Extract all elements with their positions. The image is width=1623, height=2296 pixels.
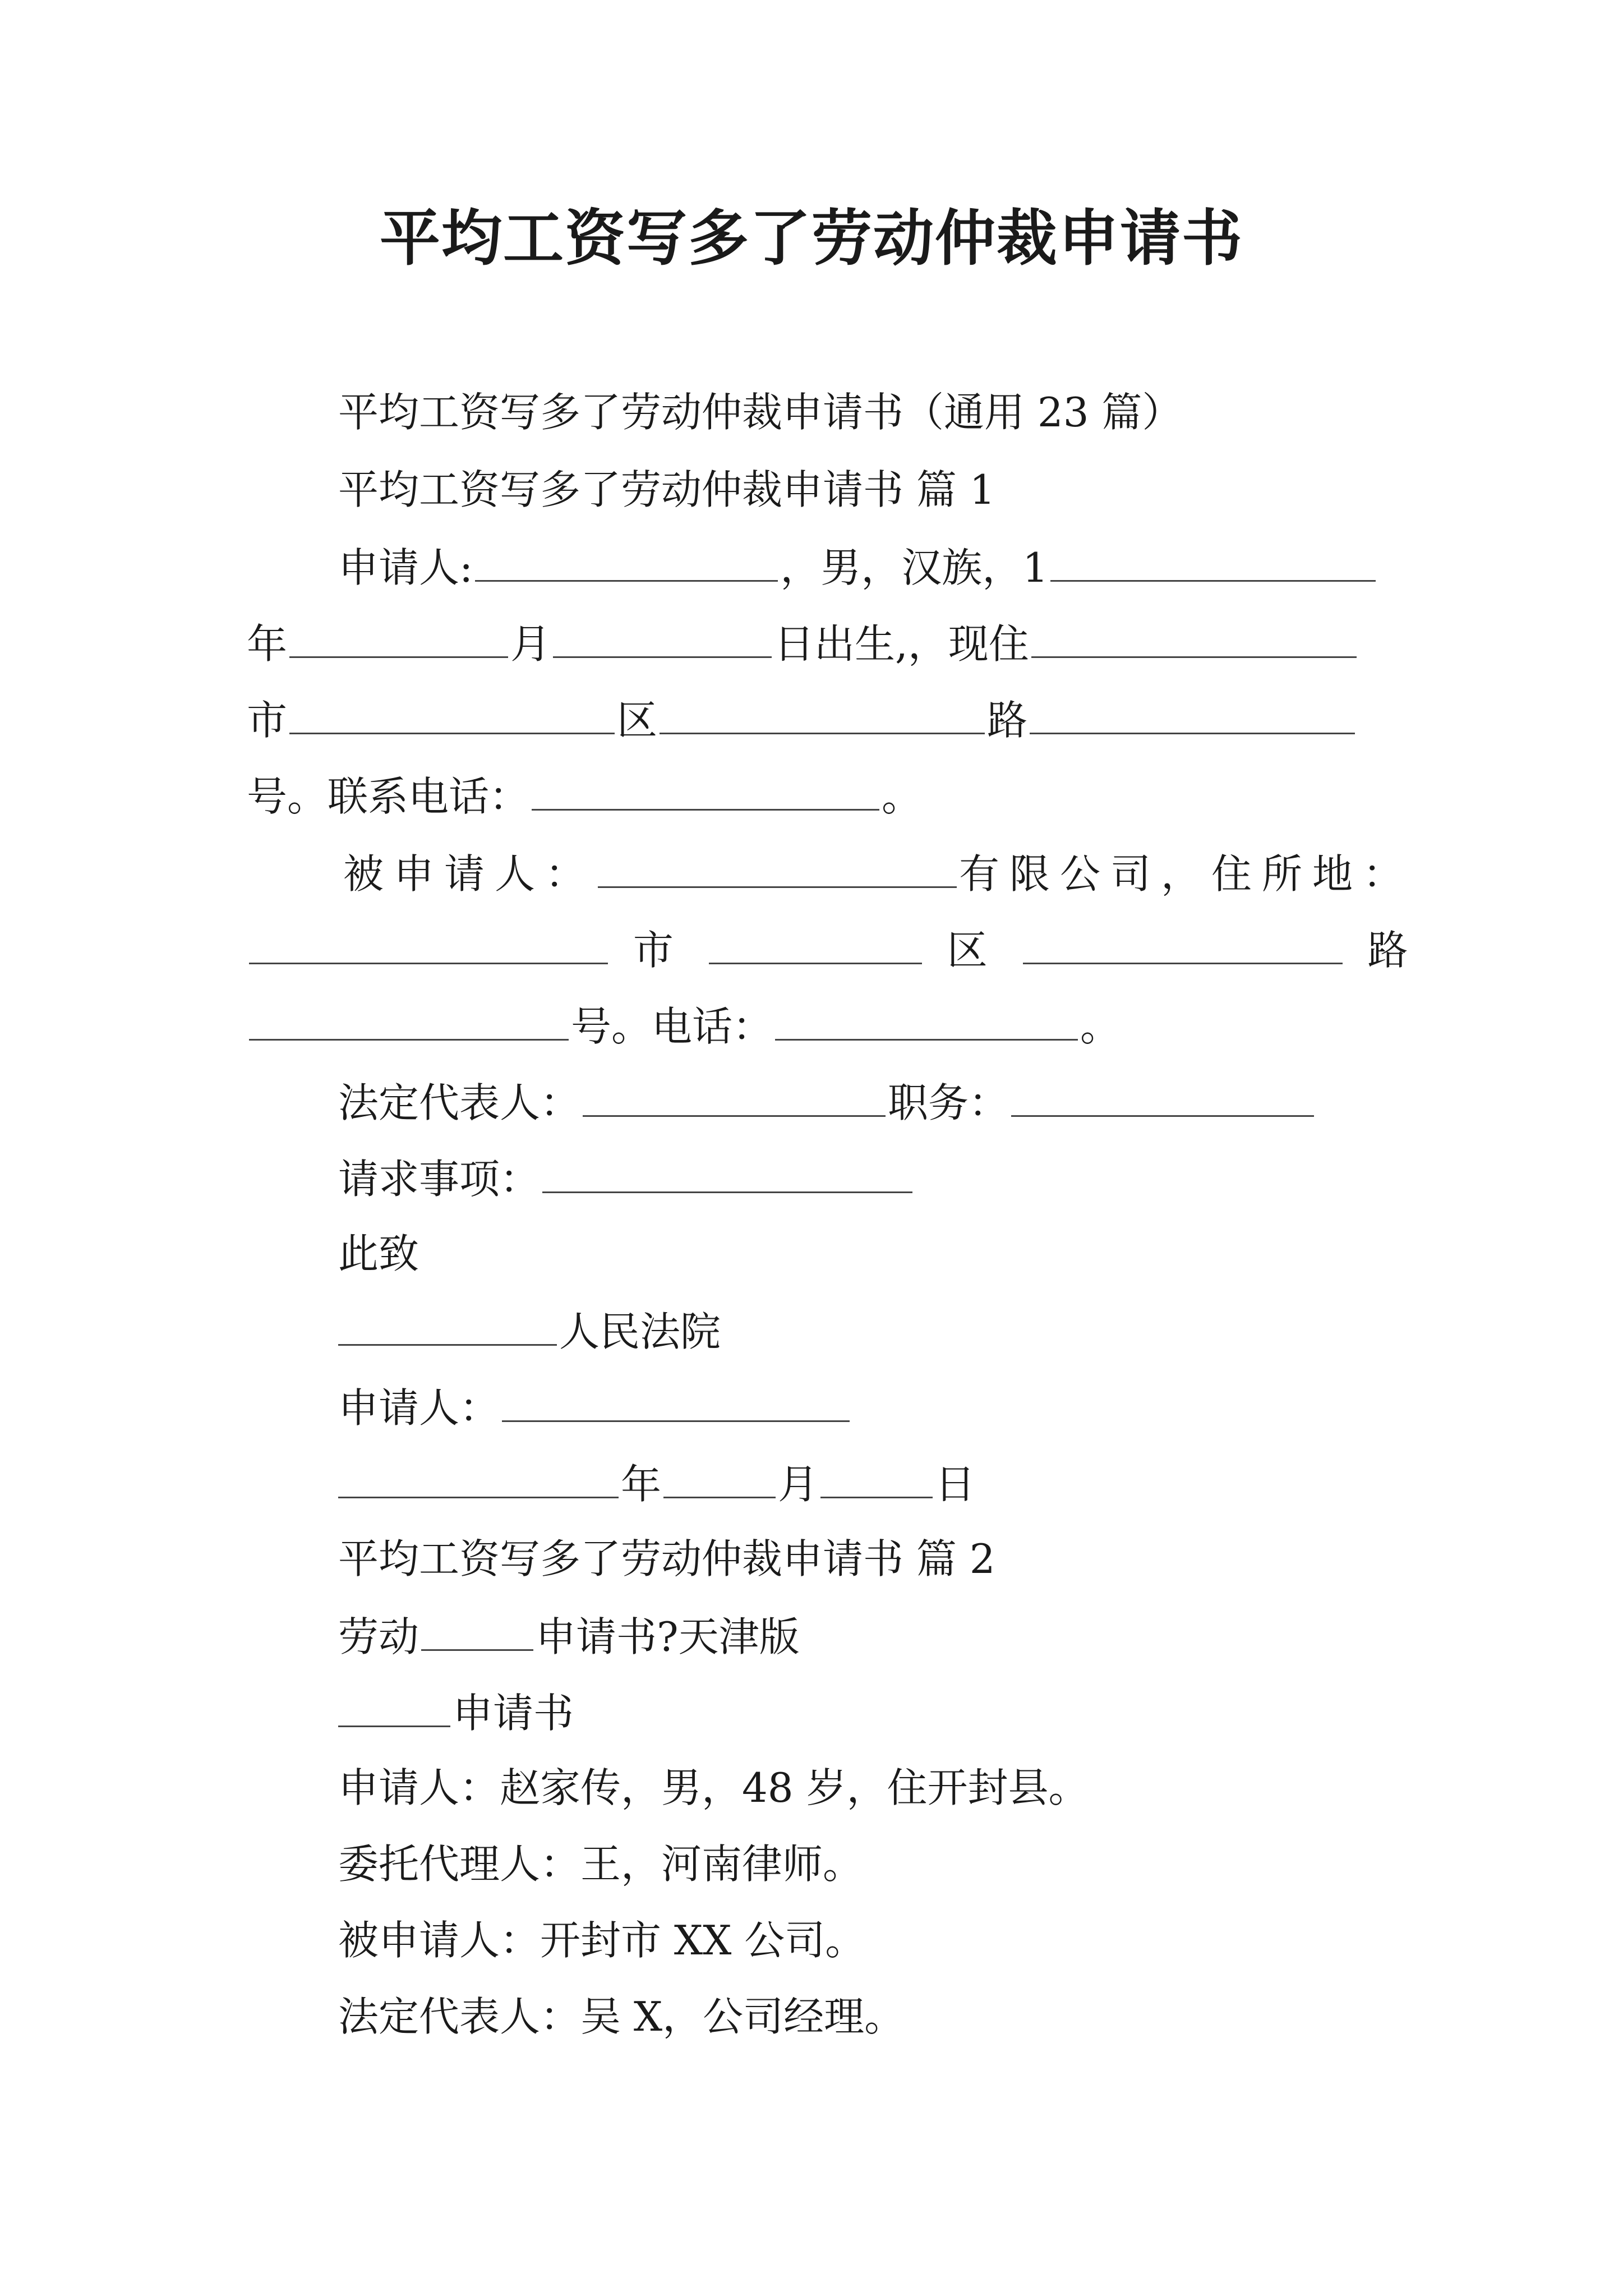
blank-field xyxy=(1031,617,1357,658)
part1-heading: 平均工资写多了劳动仲裁申请书 篇 1 xyxy=(338,466,995,513)
labor-prefix: 劳动 xyxy=(338,1613,419,1660)
applicant-sign-label: 申请人： xyxy=(338,1384,500,1432)
blank-field xyxy=(338,1686,450,1727)
blank-field xyxy=(249,1000,569,1041)
labor-suffix: 申请书?天津版 xyxy=(536,1613,800,1660)
district-label: 区 xyxy=(617,697,658,744)
month-label: 月 xyxy=(778,1461,819,1508)
application-line xyxy=(338,1686,574,1738)
blank-field xyxy=(289,693,615,734)
court-label: 人民法院 xyxy=(559,1308,721,1355)
blank-field xyxy=(553,617,772,658)
blank-field xyxy=(709,923,922,964)
p2-respondent: 被申请人：开封市 XX 公司。 xyxy=(338,1917,866,1964)
month-label: 月 xyxy=(510,620,551,668)
subtitle: 平均工资写多了劳动仲裁申请书（通用 23 篇） xyxy=(338,389,1183,436)
blank-field xyxy=(249,923,608,964)
period: 。 xyxy=(882,773,923,820)
claims-line xyxy=(338,1152,915,1204)
blank-field xyxy=(338,1457,619,1498)
company-address-label: 有限公司，住所地： xyxy=(959,850,1414,898)
p2-applicant: 申请人：赵家传，男，48 岁，住开封县。 xyxy=(338,1764,1089,1811)
legal-rep-line xyxy=(338,1076,1316,1128)
road-label: 路 xyxy=(1367,927,1418,974)
address-line xyxy=(247,693,1357,746)
phone-line xyxy=(247,770,922,822)
blank-field xyxy=(542,1152,912,1193)
blank-field xyxy=(532,770,879,811)
blank-field xyxy=(1011,1076,1314,1117)
district-label: 区 xyxy=(947,927,998,974)
blank-field xyxy=(1030,693,1355,734)
applicant-line xyxy=(338,541,1378,593)
blank-field xyxy=(502,1381,850,1422)
road-label: 路 xyxy=(987,697,1028,744)
number-phone-label: 号。联系电话： xyxy=(247,773,530,820)
p2-agent: 委托代理人：王，河南律师。 xyxy=(338,1841,864,1888)
blank-field xyxy=(338,1305,557,1346)
applicant-label: 申请人: xyxy=(338,544,473,591)
respondent-line xyxy=(343,847,1413,899)
claims-label: 请求事项： xyxy=(338,1156,541,1203)
p2-legal-rep: 法定代表人：吴 X，公司经理。 xyxy=(338,1993,905,2040)
date-line xyxy=(338,1457,975,1510)
year-label: 年 xyxy=(247,620,288,668)
blank-field xyxy=(583,1076,886,1117)
period: 。 xyxy=(1080,1003,1121,1050)
respondent-phone-line xyxy=(247,1000,1121,1052)
salutation: 此致 xyxy=(338,1230,419,1277)
day-label: 日 xyxy=(935,1461,976,1508)
city-label: 市 xyxy=(247,697,288,744)
blank-field xyxy=(421,1610,533,1651)
birth-residence-label: 日出生,，现住 xyxy=(774,620,1029,668)
labor-line xyxy=(338,1610,800,1662)
legal-rep-label: 法定代表人： xyxy=(338,1079,581,1126)
year-label: 年 xyxy=(621,1461,662,1508)
document-title: 平均工资写多了劳动仲裁申请书 xyxy=(379,203,1243,274)
blank-field xyxy=(1050,541,1376,582)
part2-heading: 平均工资写多了劳动仲裁申请书 篇 2 xyxy=(338,1535,995,1582)
applicant-info: ，男，汉族，1 xyxy=(780,544,1049,591)
position-label: 职务： xyxy=(888,1079,1009,1126)
application-suffix: 申请书 xyxy=(453,1690,574,1737)
blank-field xyxy=(820,1457,933,1498)
birth-line xyxy=(247,617,1359,669)
city-label: 市 xyxy=(633,927,684,974)
respondent-address-line xyxy=(247,923,1418,976)
blank-field xyxy=(1023,923,1343,964)
applicant-sign-line xyxy=(338,1381,852,1433)
court-line xyxy=(338,1305,721,1357)
blank-field xyxy=(475,541,778,582)
blank-field xyxy=(289,617,508,658)
respondent-label: 被申请人： xyxy=(343,850,596,898)
blank-field xyxy=(775,1000,1078,1041)
blank-field xyxy=(598,847,957,888)
number-tel-label: 号。电话： xyxy=(571,1003,773,1050)
blank-field xyxy=(660,693,985,734)
blank-field xyxy=(663,1457,776,1498)
